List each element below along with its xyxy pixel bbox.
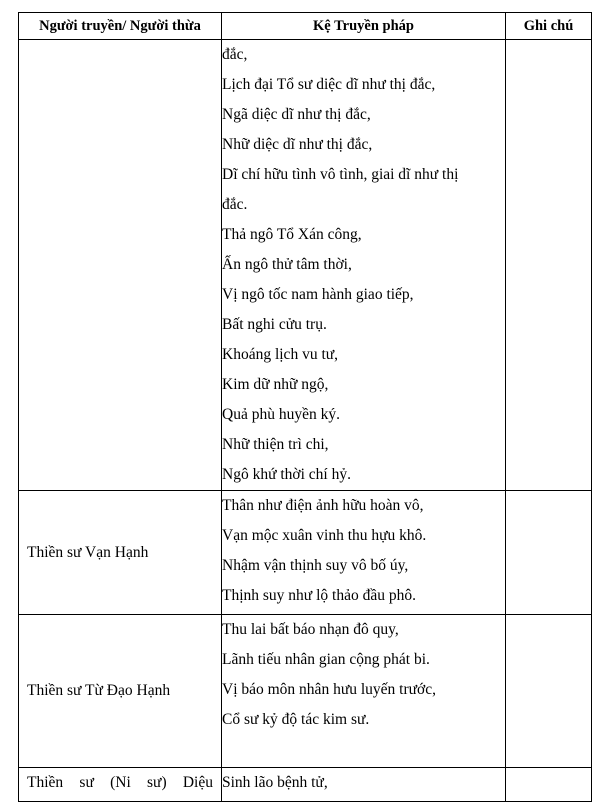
verse-line: đắc, <box>222 46 248 63</box>
verse-line: Nhậm vận thịnh suy vô bố úy, <box>222 557 409 574</box>
verse-line: Thân như điện ảnh hữu hoàn vô, <box>222 497 424 514</box>
verse-line: Ấn ngô thử tâm thời, <box>222 256 352 273</box>
verse-line: Sinh lão bệnh tử, <box>222 774 328 791</box>
note-cell <box>506 40 592 491</box>
verse-line: Bất nghi cửu trụ. <box>222 316 327 333</box>
table-row <box>19 491 592 615</box>
header-verse: Kệ Truyền pháp <box>222 13 506 40</box>
dharma-transmission-table <box>18 12 592 802</box>
table-row <box>19 768 592 802</box>
verse-line: Khoáng lịch vu tư, <box>222 346 339 363</box>
verse-line: Thả ngô Tổ Xán công, <box>222 226 362 243</box>
table-row <box>19 40 592 491</box>
verse-line: Nhữ diệc dĩ như thị đắc, <box>222 136 373 153</box>
verse-line: Ngã diệc dĩ như thị đắc, <box>222 106 371 123</box>
verse-line: Vị ngô tốc nam hành giao tiếp, <box>222 286 414 303</box>
note-cell <box>506 768 592 802</box>
table-header-row <box>19 13 592 40</box>
giver-cell: Thiền sư Vạn Hạnh <box>19 491 222 615</box>
verse-line: đắc. <box>222 196 248 213</box>
giver-cell: Thiền sư (Ni sư) Diệu <box>19 768 222 802</box>
note-cell <box>506 615 592 768</box>
verse-line: Vạn mộc xuân vinh thu hựu khô. <box>222 527 427 544</box>
verse-line: Lãnh tiếu nhân gian cộng phát bi. <box>222 651 430 668</box>
verse-cell <box>222 40 506 491</box>
header-giver: Người truyền/ Người thừa <box>19 13 222 40</box>
verse-line: Nhữ thiện trì chi, <box>222 436 329 453</box>
verse-line: Lịch đại Tổ sư diệc dĩ như thị đắc, <box>222 76 436 93</box>
verse-cell <box>222 768 506 802</box>
verse-line: Thu lai bất báo nhạn đô quy, <box>222 621 399 638</box>
verse-cell <box>222 615 506 768</box>
giver-cell <box>19 40 222 491</box>
verse-line: Dĩ chí hữu tình vô tình, giai dĩ như thị <box>222 166 459 183</box>
verse-line: Cổ sư kỷ độ tác kim sư. <box>222 711 370 728</box>
note-cell <box>506 491 592 615</box>
verse-cell <box>222 491 506 615</box>
verse-line: Thịnh suy như lộ thảo đầu phô. <box>222 587 416 604</box>
giver-cell: Thiền sư Từ Đạo Hạnh <box>19 615 222 768</box>
header-note: Ghi chú <box>506 13 592 40</box>
verse-line: Quả phù huyền ký. <box>222 406 340 423</box>
table-row <box>19 615 592 768</box>
verse-line: Kim dữ nhữ ngộ, <box>222 376 329 393</box>
verse-line: Ngô khứ thời chí hỷ. <box>222 466 351 483</box>
verse-line: Vị báo môn nhân hưu luyến trước, <box>222 681 436 698</box>
